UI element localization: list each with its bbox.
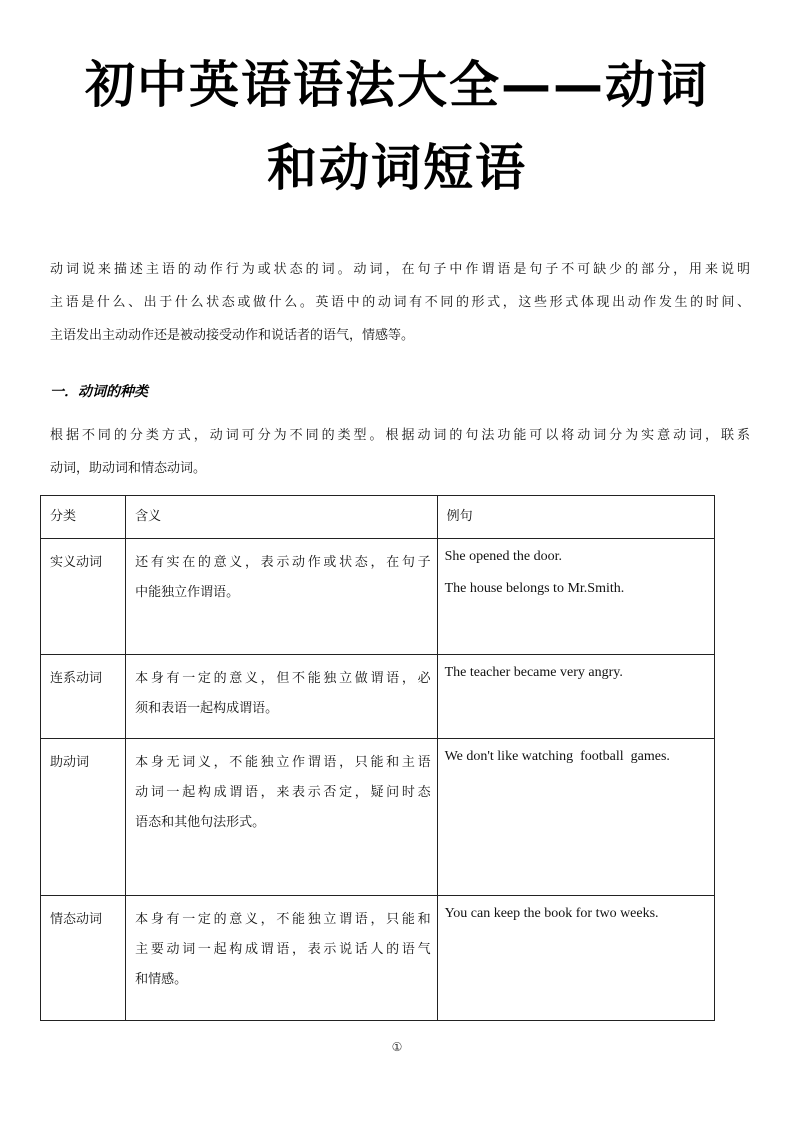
row-category: 助动词	[50, 755, 90, 770]
intro-line-2: 主语是什么、出于什么状态或做什么。英语中的动词有不同的形式，这些形式体现出动作发生的时间、	[50, 295, 750, 310]
meaning-line: 动词一起构成谓语，来表示否定，疑问时态	[135, 785, 431, 800]
row-category: 情态动词	[50, 912, 103, 927]
table-cell	[41, 896, 126, 1021]
example-sentence: We don't like watching football games.	[444, 749, 670, 764]
header-cell	[126, 496, 437, 539]
table-cell	[437, 739, 714, 896]
table-cell	[126, 896, 437, 1021]
meaning-line: 本身有一定的意义，但不能独立做谓语，必	[135, 671, 431, 686]
meaning-line: 本身无词义，不能独立作谓语，只能和主语	[135, 755, 431, 770]
meaning-line: 中能独立作谓语。	[135, 585, 240, 600]
meaning-line: 须和表语一起构成谓语。	[135, 701, 279, 716]
section-paragraph	[50, 419, 750, 485]
table-cell	[41, 655, 126, 739]
example-sentence: She opened the door.	[444, 549, 562, 564]
table-cell	[126, 655, 437, 739]
row-meaning	[126, 655, 436, 724]
page-number: ①	[391, 1040, 403, 1054]
header-example: 例句	[446, 509, 473, 524]
table-row	[41, 896, 715, 1021]
table-cell	[437, 655, 714, 739]
example-sentence: The teacher became very angry.	[444, 665, 623, 680]
intro-line-3: 主语发出主动动作还是被动接受动作和说话者的语气，情感等。	[50, 328, 415, 343]
table-cell	[437, 896, 714, 1021]
table-row	[41, 739, 715, 896]
meaning-line: 语态和其他句法形式。	[135, 815, 266, 830]
document-title-line-1: 初中英语语法大全——动词	[85, 56, 709, 114]
row-meaning	[126, 539, 436, 608]
example-sentence: The house belongs to Mr.Smith.	[444, 581, 625, 596]
table-cell	[437, 539, 714, 655]
row-examples	[438, 655, 714, 689]
section-line-1: 根据不同的分类方式，动词可分为不同的类型。根据动词的句法功能可以将动词分为实意动词，联系	[50, 428, 750, 443]
table-row	[41, 655, 715, 739]
row-meaning	[126, 896, 436, 995]
meaning-line: 和情感。	[135, 972, 188, 987]
meaning-line: 主要动词一起构成谓语，表示说话人的语气	[135, 942, 431, 957]
row-examples	[438, 896, 714, 930]
row-examples	[438, 739, 714, 773]
row-examples	[438, 539, 714, 605]
header-cell	[437, 496, 714, 539]
table-cell	[126, 739, 437, 896]
section-heading: 一．动词的种类	[50, 384, 148, 400]
table-cell	[126, 539, 437, 655]
table-header-row	[41, 496, 715, 539]
example-sentence: You can keep the book for two weeks.	[444, 906, 659, 921]
row-category: 实义动词	[50, 555, 103, 570]
header-meaning: 含义	[135, 509, 162, 524]
document-title-line-2: 和动词短语	[267, 139, 527, 197]
header-category: 分类	[50, 509, 77, 524]
intro-paragraph	[50, 253, 750, 352]
intro-line-1: 动词说来描述主语的动作行为或状态的词。动词，在句子中作谓语是句子不可缺少的部分，用来说明	[50, 262, 750, 277]
row-meaning	[126, 739, 436, 838]
header-cell	[41, 496, 126, 539]
table-cell	[41, 739, 126, 896]
meaning-line: 本身有一定的意义，不能独立谓语，只能和	[135, 912, 431, 927]
section-line-2: 动词，助动词和情态动词。	[50, 461, 207, 476]
table-row	[41, 539, 715, 655]
table-cell	[41, 539, 126, 655]
verb-types-table	[40, 495, 715, 1021]
row-category: 连系动词	[50, 671, 103, 686]
meaning-line: 还有实在的意义，表示动作或状态，在句子	[135, 555, 431, 570]
